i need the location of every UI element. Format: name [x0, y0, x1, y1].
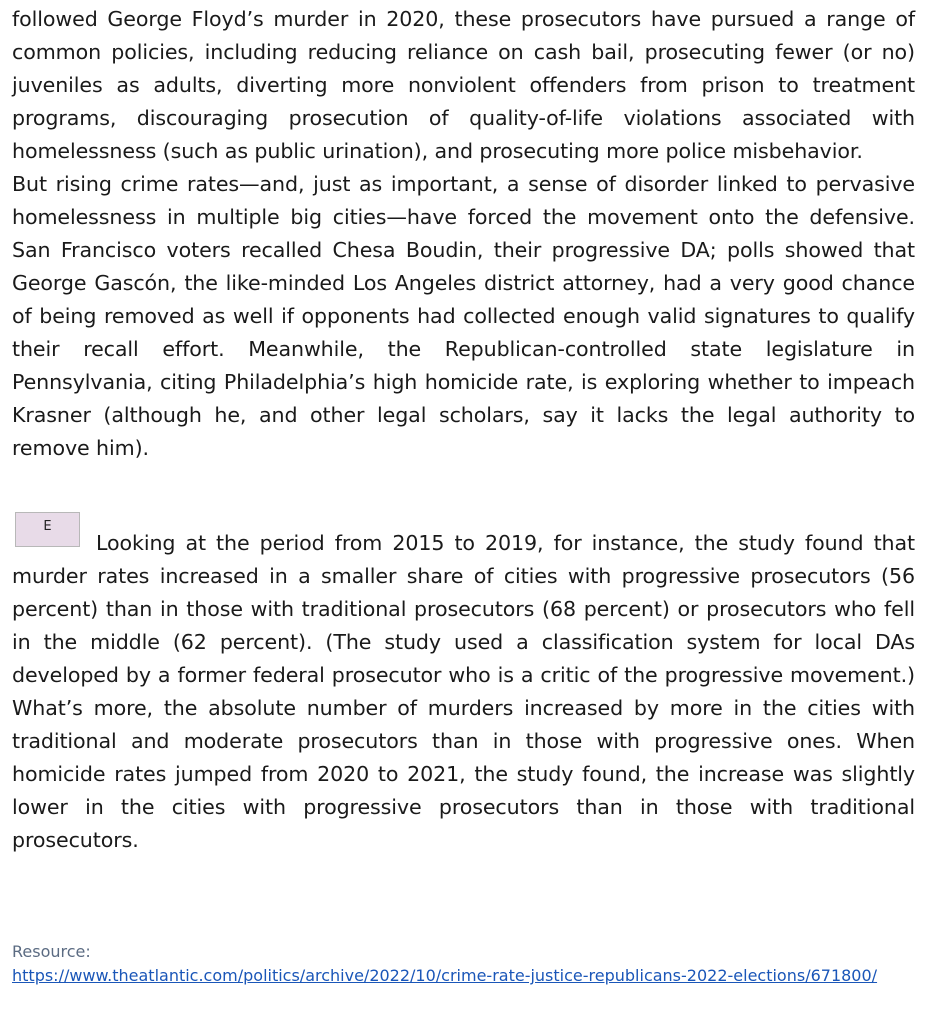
marked-paragraph	[12, 512, 915, 857]
paragraph-3: Looking at the period from 2015 to 2019, for instance, the study found that murder rates increased in a smaller share of cities with progressive prosecutors (56 percent) than in those with traditional prosecutors (68 percent) or prosecutors who fell in the middle (62 percent). (The study used a classification system for local DAs developed by a former federal prosecutor who is a critic of the progressive movement.) What’s more, the absolute number of murders increased by more in the cities with traditional and moderate prosecutors than in those with progressive ones. When homicide rates jumped from 2020 to 2021, the study found, the increase was slightly lower in the cities with progressive prosecutors than in those with traditional prosecutors.	[12, 531, 915, 852]
option-e-marker[interactable]: E	[15, 512, 80, 547]
paragraph-2: But rising crime rates—and, just as important, a sense of disorder linked to pervasive homelessness in multiple big cities—have forced the movement onto the defensive. San Francisco voters recalled Chesa Boudin, their progressive DA; polls showed that George Gascón, the like-minded Los Angeles district attorney, had a very good chance of being removed as well if opponents had collected enough valid signatures to qualify their recall effort. Meanwhile, the Republican-controlled state legislature in Pennsylvania, citing Philadelphia’s high homicide rate, is exploring whether to impeach Krasner (although he, and other legal scholars, say it lacks the legal authority to remove him).	[12, 172, 915, 460]
resource-section	[12, 940, 917, 988]
paragraph-1: followed George Floyd’s murder in 2020, these prosecutors have pursued a range of common policies, including reducing reliance on cash bail, prosecuting fewer (or no) juveniles as adults, diverting more nonviolent offenders from prison to treatment programs, discouraging prosecution of quality-of-life violations associated with homelessness (such as public urination), and prosecuting more police misbehavior.	[12, 7, 915, 163]
article-body	[12, 3, 915, 857]
paragraph-spacer	[12, 465, 915, 512]
resource-link[interactable]: https://www.theatlantic.com/politics/archive/2022/10/crime-rate-justice-republicans-2022-elections/671800/	[12, 966, 878, 985]
resource-label: Resource:	[12, 942, 91, 961]
